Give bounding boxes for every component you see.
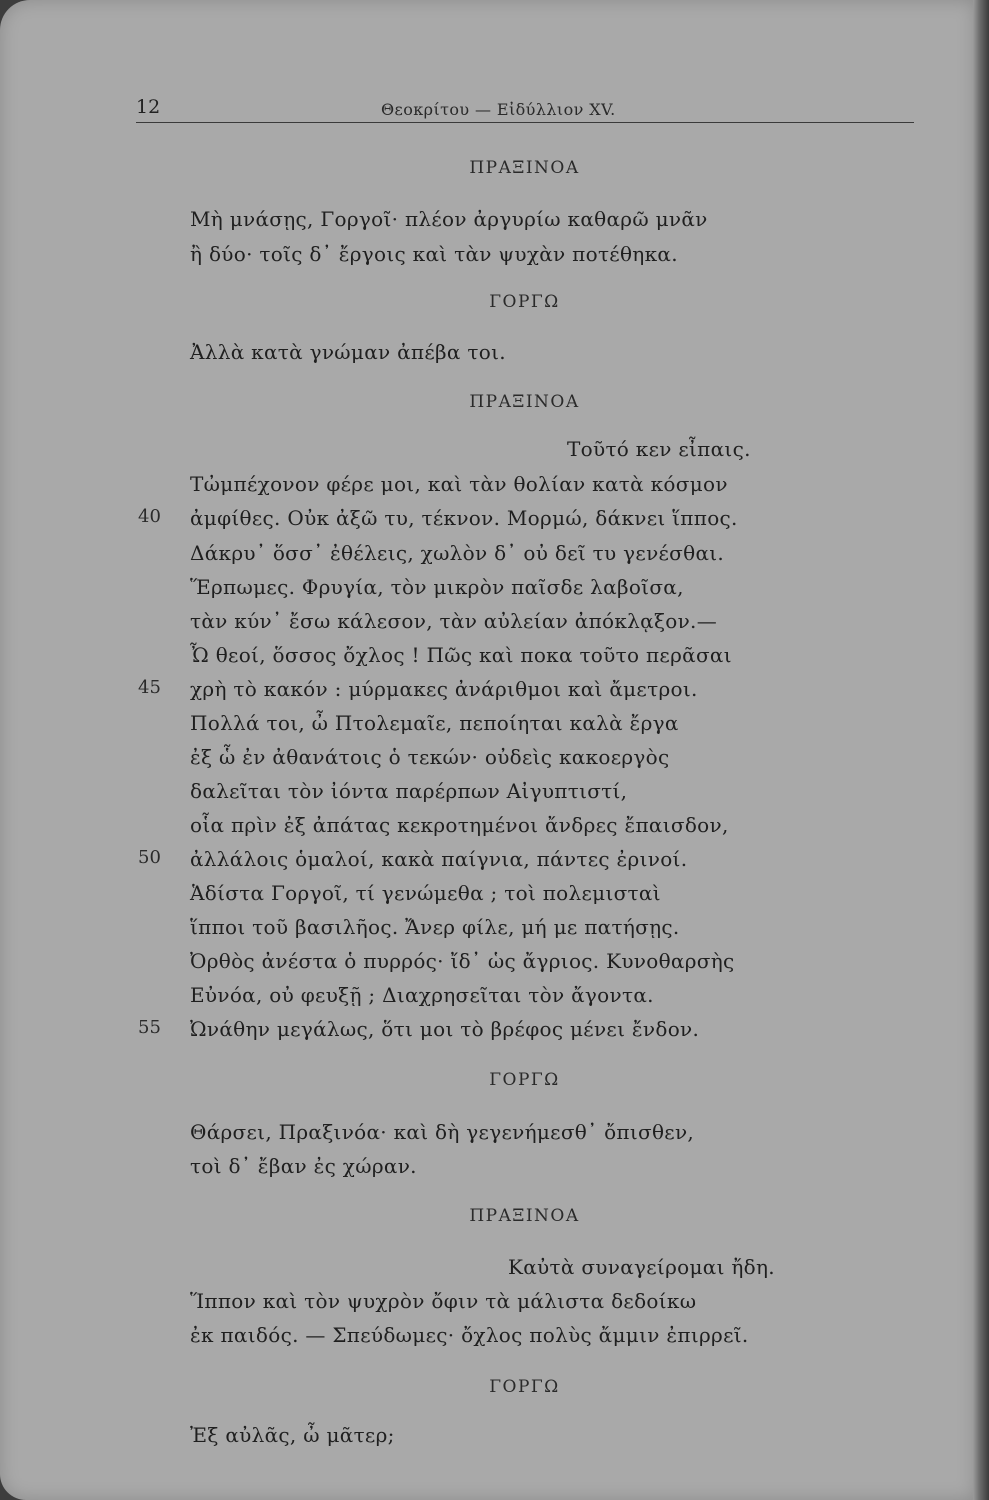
verse-line: Δάκρυ᾽ ὅσσ᾽ ἐθέλεις, χωλὸν δ᾽ οὐ δεῖ τυ γενέσθαι. (190, 541, 725, 565)
verse-line: τὰν κύν᾽ ἔσω κάλεσον, τὰν αὐλείαν ἀπόκλᾳξον.— (190, 609, 718, 633)
verse-line: ἵπποι τοῦ βασιλῆος. Ἄνερ φίλε, μή με πατήσῃς. (190, 915, 680, 939)
verse-line: ἢ δύο· τοῖς δ᾽ ἔργοις καὶ τὰν ψυχὰν ποτέθηκα. (190, 242, 678, 266)
verse-line: οἷα πρὶν ἐξ ἀπάτας κεκροτημένοι ἄνδρες ἔπαισδον, (190, 813, 729, 837)
speaker-gorgo: ΓΟΡΓΩ (489, 292, 560, 312)
speaker-praxinoa: ΠΡΑΞΙΝΟΑ (469, 158, 580, 178)
verse-line: Θάρσει, Πραξινόα· καὶ δὴ γεγενήμεσθ᾽ ὄπισθεν, (190, 1120, 695, 1144)
verse-line: Ὀρθὸς ἀνέστα ὁ πυρρός· ἴδ᾽ ὡς ἄγριος. Κυνοθαρσὴς (190, 949, 735, 973)
book-spine-edge (973, 0, 989, 1500)
speaker-praxinoa: ΠΡΑΞΙΝΟΑ (469, 1206, 580, 1226)
verse-line: ἀμφίθες. Οὐκ ἀξῶ τυ, τέκνον. Μορμώ, δάκνει ἵππος. (190, 506, 738, 530)
line-number: 50 (138, 847, 161, 868)
verse-line: Ὠνάθην μεγάλως, ὅτι μοι τὸ βρέφος μένει ἔνδον. (190, 1017, 700, 1041)
verse-line: δαλεῖται τὸν ἰόντα παρέρπων Αἰγυπτιστί, (190, 779, 628, 803)
verse-line: Ἕρπωμες. Φρυγία, τὸν μικρὸν παῖσδε λαβοῖσα, (190, 575, 684, 599)
verse-line: Ἁδίστα Γοργοῖ, τί γενώμεθα ; τοὶ πολεμισταὶ (190, 881, 661, 905)
verse-line: Τοῦτό κεν εἶπαις. (567, 437, 751, 461)
verse-line: Τὠμπέχονον φέρε μοι, καὶ τὰν θολίαν κατὰ κόσμον (190, 472, 728, 496)
verse-line: τοὶ δ᾽ ἔβαν ἐς χώραν. (190, 1154, 417, 1178)
verse-line: ἐκ παιδός. — Σπεύδωμες· ὄχλος πολὺς ἄμμιν ἐπιρρεῖ. (190, 1323, 749, 1347)
verse-line: Εὐνόα, οὐ φευξῇ ; Διαχρησεῖται τὸν ἄγοντα. (190, 983, 654, 1007)
running-title: Θεοκρίτου — Εἰδύλλιον XV. (381, 100, 616, 119)
verse-line: χρὴ τὸ κακόν : μύρμακες ἀνάριθμοι καὶ ἄμετροι. (190, 677, 698, 701)
page-header (136, 96, 914, 123)
verse-line: ἀλλάλοις ὁμαλοί, κακὰ παίγνια, πάντες ἐρινοί. (190, 847, 688, 871)
page-number: 12 (136, 96, 161, 118)
verse-line: Καὐτὰ συναγείρομαι ἤδη. (508, 1255, 775, 1279)
line-number: 55 (138, 1017, 161, 1038)
speaker-praxinoa: ΠΡΑΞΙΝΟΑ (469, 392, 580, 412)
verse-line: Ὦ θεοί, ὅσσος ὄχλος ! Πῶς καὶ ποκα τοῦτο περᾶσαι (190, 643, 732, 667)
verse-line: Πολλά τοι, ὦ Πτολεμαῖε, πεποίηται καλὰ ἔργα (190, 711, 679, 735)
line-number: 40 (138, 506, 161, 527)
speaker-gorgo: ΓΟΡΓΩ (489, 1377, 560, 1397)
verse-line: Ἵππον καὶ τὸν ψυχρὸν ὄφιν τὰ μάλιστα δεδοίκω (190, 1289, 697, 1313)
verse-line: Μὴ μνάσῃς, Γοργοῖ· πλέον ἀργυρίω καθαρῶ μνᾶν (190, 207, 708, 231)
verse-line: Ἀλλὰ κατὰ γνώμαν ἀπέβα τοι. (190, 340, 506, 364)
verse-line: ἐξ ὧ ἐν ἀθανάτοις ὁ τεκών· οὐδεὶς κακοεργὸς (190, 745, 670, 769)
line-number: 45 (138, 677, 161, 698)
verse-line: Ἐξ αὐλᾶς, ὦ μᾶτερ; (190, 1423, 395, 1447)
speaker-gorgo: ΓΟΡΓΩ (489, 1070, 560, 1090)
